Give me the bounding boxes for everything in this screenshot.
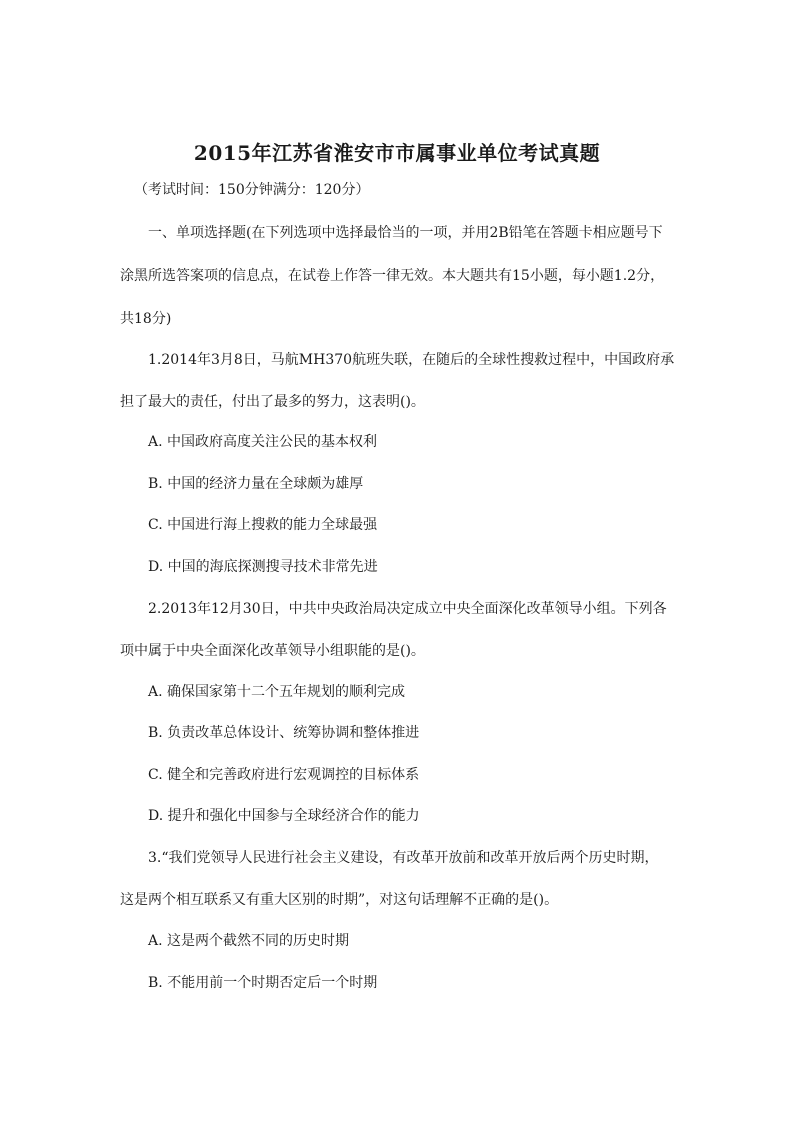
- question-1-option-a: A. 中国政府高度关注公民的基本权利: [148, 434, 378, 450]
- exam-info: （考试时间：150分钟满分：120分）: [134, 182, 370, 198]
- question-1-option-d: D. 中国的海底探测搜寻技术非常先进: [148, 559, 378, 575]
- question-2-option-d: D. 提升和强化中国参与全球经济合作的能力: [148, 808, 420, 824]
- document-title: 2015年江苏省淮安市市属事业单位考试真题: [193, 141, 601, 165]
- question-1-stem-line-2: 担了最大的责任，付出了最多的努力，这表明()。: [120, 394, 425, 410]
- section-heading-line-2: 涂黑所选答案项的信息点，在试卷上作答一律无效。本大题共有15小题，每小题1.2分，: [120, 268, 665, 284]
- question-1-option-c: C. 中国进行海上搜救的能力全球最强: [148, 517, 378, 533]
- question-3-option-a: A. 这是两个截然不同的历史时期: [148, 933, 350, 949]
- section-heading-line-3: 共18分): [120, 311, 172, 327]
- question-3-stem-line-1: 3.“我们党领导人民进行社会主义建设，有改革开放前和改革开放后两个历史时期，: [148, 850, 659, 866]
- question-3-option-b: B. 不能用前一个时期否定后一个时期: [148, 975, 378, 991]
- question-2-option-a: A. 确保国家第十二个五年规划的顺利完成: [148, 684, 406, 700]
- question-2-stem-line-2: 项中属于中央全面深化改革领导小组职能的是()。: [120, 643, 425, 659]
- question-2-option-c: C. 健全和完善政府进行宏观调控的目标体系: [148, 767, 420, 783]
- question-2-stem-line-1: 2.2013年12月30日，中共中央政治局决定成立中央全面深化改革领导小组。下列各: [148, 601, 667, 617]
- question-1-stem-line-1: 1.2014年3月8日，马航MH370航班失联，在随后的全球性搜救过程中，中国政府承: [148, 352, 675, 368]
- question-1-option-b: B. 中国的经济力量在全球颇为雄厚: [148, 476, 364, 492]
- question-2-option-b: B. 负责改革总体设计、统筹协调和整体推进: [148, 725, 420, 741]
- question-3-stem-line-2: 这是两个相互联系又有重大区别的时期”，对这句话理解不正确的是()。: [120, 892, 559, 908]
- section-heading-line-1: 一、单项选择题(在下列选项中选择最恰当的一项，并用2B铅笔在答题卡相应题号下: [148, 225, 663, 241]
